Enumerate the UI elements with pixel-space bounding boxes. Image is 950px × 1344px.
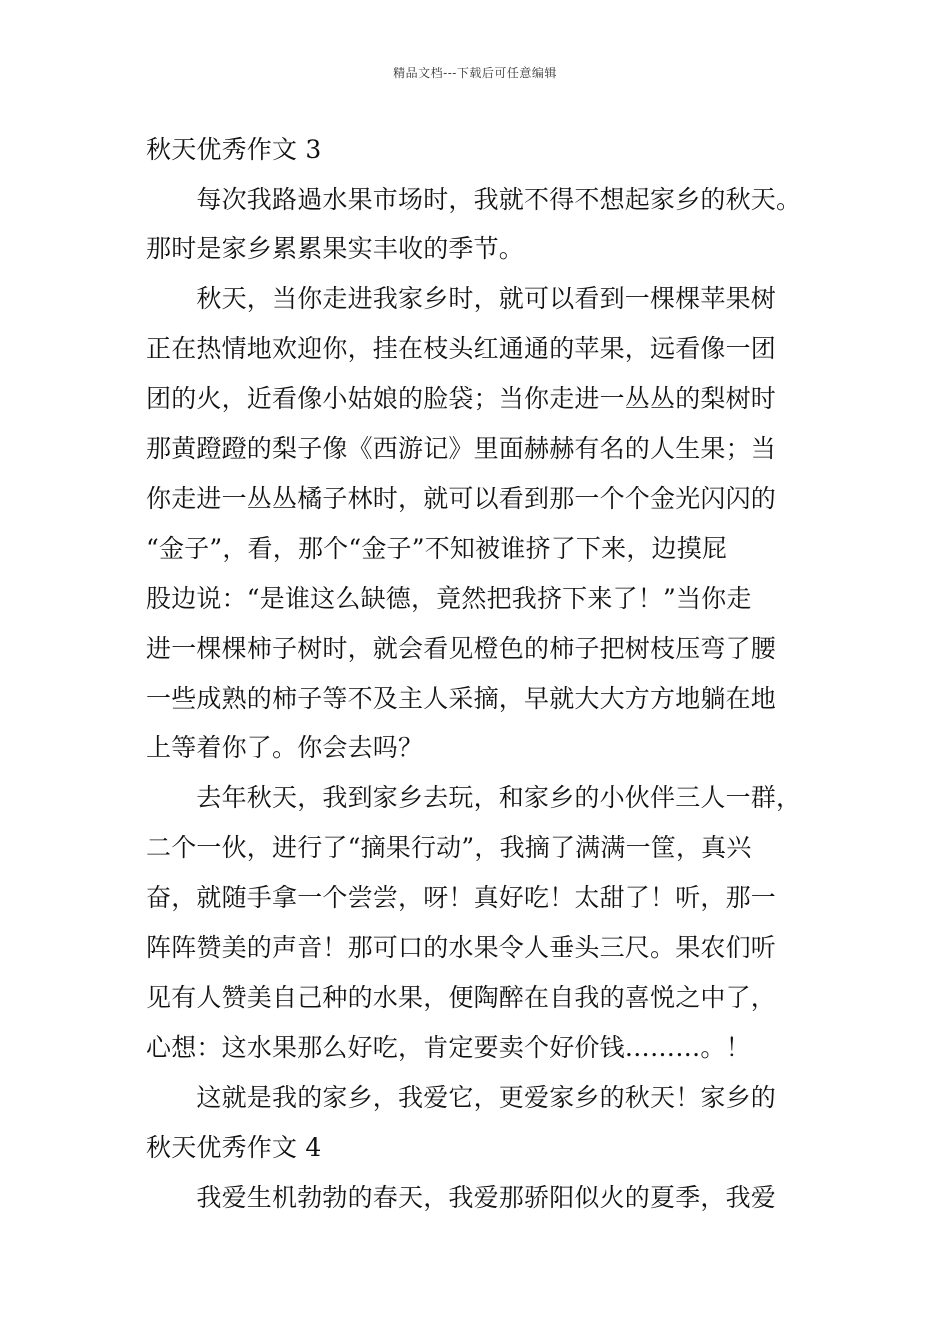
text-line: 心想：这水果那么好吃，肯定要卖个好价钱………。！ xyxy=(146,1033,751,1062)
text-line: 二个一伙，进行了“摘果行动”，我摘了满满一筐，真兴 xyxy=(146,833,752,862)
page-header: 精品文档---下载后可任意编辑 xyxy=(393,66,557,80)
text-line: 这就是我的家乡，我爱它，更爱家乡的秋天！家乡的 xyxy=(146,1083,777,1112)
text-line: 每次我路過水果市场时，我就不得不想起家乡的秋天。 xyxy=(146,185,802,214)
text-line: 团的火，近看像小姑娘的脸袋；当你走进一丛丛的梨树时 xyxy=(146,384,777,413)
text-line: “金子”，看，那个“金子”不知被谁挤了下来，边摸屁 xyxy=(146,534,728,563)
text-line: 上等着你了。你会去吗？ xyxy=(146,733,424,762)
text-line: 股边说：“是谁这么缺德，竟然把我挤下来了！”当你走 xyxy=(146,584,752,613)
text-line: 正在热情地欢迎你，挂在枝头红通通的苹果，远看像一团 xyxy=(146,334,777,363)
text-line: 你走进一丛丛橘子林时，就可以看到那一个个金光闪闪的 xyxy=(146,484,777,513)
text-line: 那黄蹬蹬的梨子像《西游记》里面赫赫有名的人生果；当 xyxy=(146,434,777,463)
text-line: 秋天，当你走进我家乡时，就可以看到一棵棵苹果树 xyxy=(146,284,777,313)
section-title: 秋天优秀作文 4 xyxy=(146,1133,322,1162)
text-line: 奋，就随手拿一个尝尝，呀！真好吃！太甜了！听，那一 xyxy=(146,883,777,912)
text-line: 见有人赞美自己种的水果，便陶醉在自我的喜悦之中了， xyxy=(146,983,777,1012)
text-line: 一些成熟的柿子等不及主人采摘，早就大大方方地躺在地 xyxy=(146,684,777,713)
text-line: 我爱生机勃勃的春天，我爱那骄阳似火的夏季，我爱 xyxy=(146,1183,777,1212)
text-line: 进一棵棵柿子树时，就会看见橙色的柿子把树枝压弯了腰 xyxy=(146,634,777,663)
text-line: 去年秋天，我到家乡去玩，和家乡的小伙伴三人一群， xyxy=(146,783,802,812)
text-line: 那时是家乡累累果实丰收的季节。 xyxy=(146,234,525,263)
section-title: 秋天优秀作文 3 xyxy=(146,135,322,164)
text-line: 阵阵赞美的声音！那可口的水果令人垂头三尺。果农们听 xyxy=(146,933,777,962)
